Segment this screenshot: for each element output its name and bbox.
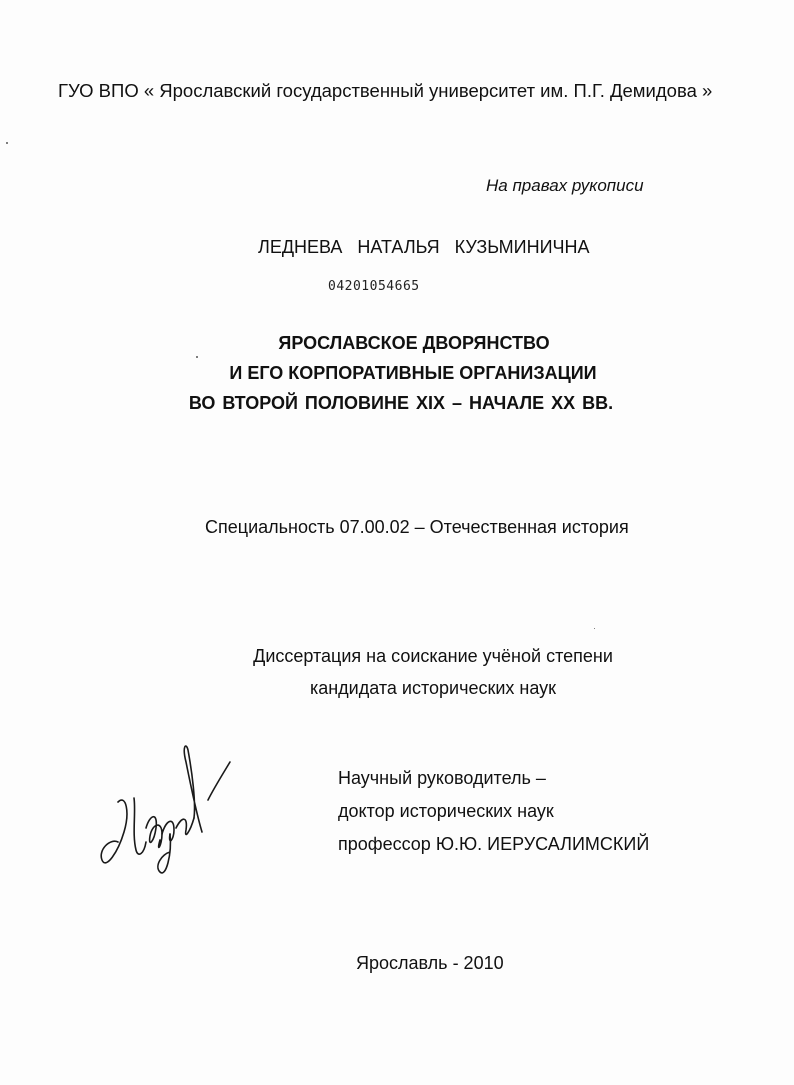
institution-header: ГУО ВПО « Ярославский государственный университет им. П.Г. Демидова »: [58, 80, 713, 101]
supervisor-line-2: доктор исторических наук: [338, 801, 554, 821]
degree-line-1: Диссертация на соискание учёной степени: [253, 646, 613, 666]
title-line-2: И ЕГО КОРПОРАТИВНЫЕ ОРГАНИЗАЦИИ: [229, 363, 597, 383]
signature-strokes: [101, 746, 230, 873]
supervisor-block: [338, 762, 649, 861]
title-line-3: ВО ВТОРОЙ ПОЛОВИНЕ XIX – НАЧАЛЕ XX ВВ.: [188, 393, 614, 413]
handwritten-signature: [96, 742, 236, 880]
scan-speck: [196, 356, 198, 358]
scan-speck: [594, 628, 595, 629]
degree-line-2: кандидата исторических наук: [309, 678, 557, 698]
scan-speck: [6, 142, 8, 144]
author-name: ЛЕДНЕВА НАТАЛЬЯ КУЗЬМИНИЧНА: [258, 237, 590, 257]
specialty-line: Специальность 07.00.02 – Отечественная история: [205, 517, 629, 537]
supervisor-line-1: Научный руководитель –: [338, 768, 546, 788]
supervisor-line-3: профессор Ю.Ю. ИЕРУСАЛИМСКИЙ: [338, 834, 650, 854]
manuscript-rights-note: На правах рукописи: [486, 176, 644, 195]
title-line-1: ЯРОСЛАВСКОЕ ДВОРЯНСТВО: [278, 333, 550, 353]
degree-statement: [240, 640, 626, 704]
dissertation-title: [0, 328, 794, 418]
registration-code: 04201054665: [328, 279, 420, 294]
city-year: Ярославль - 2010: [356, 953, 504, 973]
